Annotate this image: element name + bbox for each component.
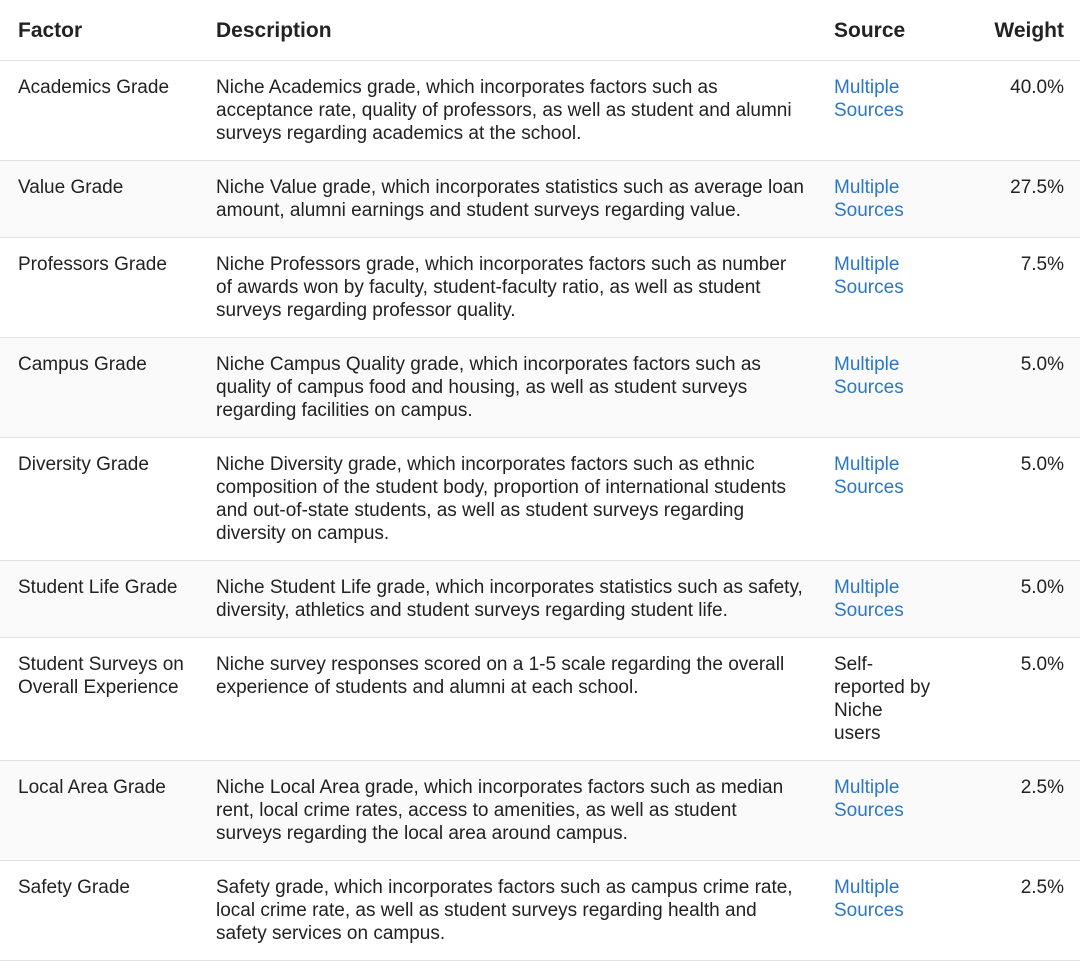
factor-cell: Student Life Grade <box>0 561 198 638</box>
table-row <box>0 161 1080 238</box>
factor-cell: Local Area Grade <box>0 761 198 861</box>
factor-cell: Professors Grade <box>0 238 198 338</box>
source-text: Self-reported by Niche users <box>834 654 931 744</box>
factor-cell: Value Grade <box>0 161 198 238</box>
table-row <box>0 638 1080 761</box>
header-source: Source <box>816 0 940 61</box>
header-description: Description <box>198 0 816 61</box>
weight-cell: 5.0% <box>940 438 1080 561</box>
table-row <box>0 761 1080 861</box>
weight-cell: 2.5% <box>940 861 1080 961</box>
weight-cell: 27.5% <box>940 161 1080 238</box>
source-link[interactable]: Multiple Sources <box>834 354 904 398</box>
description-cell: Niche Student Life grade, which incorporates statistics such as safety, diversity, athletics and student surveys regarding student life. <box>198 561 816 638</box>
header-row <box>0 0 1080 61</box>
source-cell <box>816 561 940 638</box>
description-cell: Niche Local Area grade, which incorporates factors such as median rent, local crime rates, access to amenities, as well as student surveys regarding the local area around campus. <box>198 761 816 861</box>
table-header <box>0 0 1080 61</box>
source-cell <box>816 861 940 961</box>
factor-cell: Student Surveys on Overall Experience <box>0 638 198 761</box>
source-link[interactable]: Multiple Sources <box>834 877 904 921</box>
table-row <box>0 561 1080 638</box>
factor-cell: Campus Grade <box>0 338 198 438</box>
description-cell: Niche Academics grade, which incorporates factors such as acceptance rate, quality of professors, as well as student and alumni surveys regarding academics at the school. <box>198 61 816 161</box>
factor-cell: Academics Grade <box>0 61 198 161</box>
source-cell <box>816 161 940 238</box>
weight-cell: 7.5% <box>940 238 1080 338</box>
weight-cell: 5.0% <box>940 561 1080 638</box>
weight-cell: 5.0% <box>940 638 1080 761</box>
source-cell <box>816 638 940 761</box>
source-link[interactable]: Multiple Sources <box>834 777 904 821</box>
table-body <box>0 61 1080 961</box>
factor-cell: Safety Grade <box>0 861 198 961</box>
source-cell <box>816 238 940 338</box>
source-cell <box>816 61 940 161</box>
header-factor: Factor <box>0 0 198 61</box>
description-cell: Niche Campus Quality grade, which incorporates factors such as quality of campus food and housing, as well as student surveys regarding facilities on campus. <box>198 338 816 438</box>
description-cell: Niche Professors grade, which incorporates factors such as number of awards won by faculty, student-faculty ratio, as well as student surveys regarding professor quality. <box>198 238 816 338</box>
table-row <box>0 61 1080 161</box>
source-cell <box>816 761 940 861</box>
source-cell <box>816 338 940 438</box>
table-row <box>0 238 1080 338</box>
weight-cell: 5.0% <box>940 338 1080 438</box>
weight-cell: 2.5% <box>940 761 1080 861</box>
description-cell: Niche Diversity grade, which incorporates factors such as ethnic composition of the student body, proportion of international students and out-of-state students, as well as student surveys regarding diversity on campus. <box>198 438 816 561</box>
table-row <box>0 438 1080 561</box>
source-cell <box>816 438 940 561</box>
description-cell: Safety grade, which incorporates factors such as campus crime rate, local crime rate, as well as student surveys regarding health and safety services on campus. <box>198 861 816 961</box>
description-cell: Niche Value grade, which incorporates statistics such as average loan amount, alumni earnings and student surveys regarding value. <box>198 161 816 238</box>
source-link[interactable]: Multiple Sources <box>834 77 904 121</box>
header-weight: Weight <box>940 0 1080 61</box>
source-link[interactable]: Multiple Sources <box>834 177 904 221</box>
source-link[interactable]: Multiple Sources <box>834 254 904 298</box>
factor-cell: Diversity Grade <box>0 438 198 561</box>
weight-cell: 40.0% <box>940 61 1080 161</box>
source-link[interactable]: Multiple Sources <box>834 577 904 621</box>
description-cell: Niche survey responses scored on a 1-5 scale regarding the overall experience of students and alumni at each school. <box>198 638 816 761</box>
table-row <box>0 338 1080 438</box>
table-row <box>0 861 1080 961</box>
source-link[interactable]: Multiple Sources <box>834 454 904 498</box>
